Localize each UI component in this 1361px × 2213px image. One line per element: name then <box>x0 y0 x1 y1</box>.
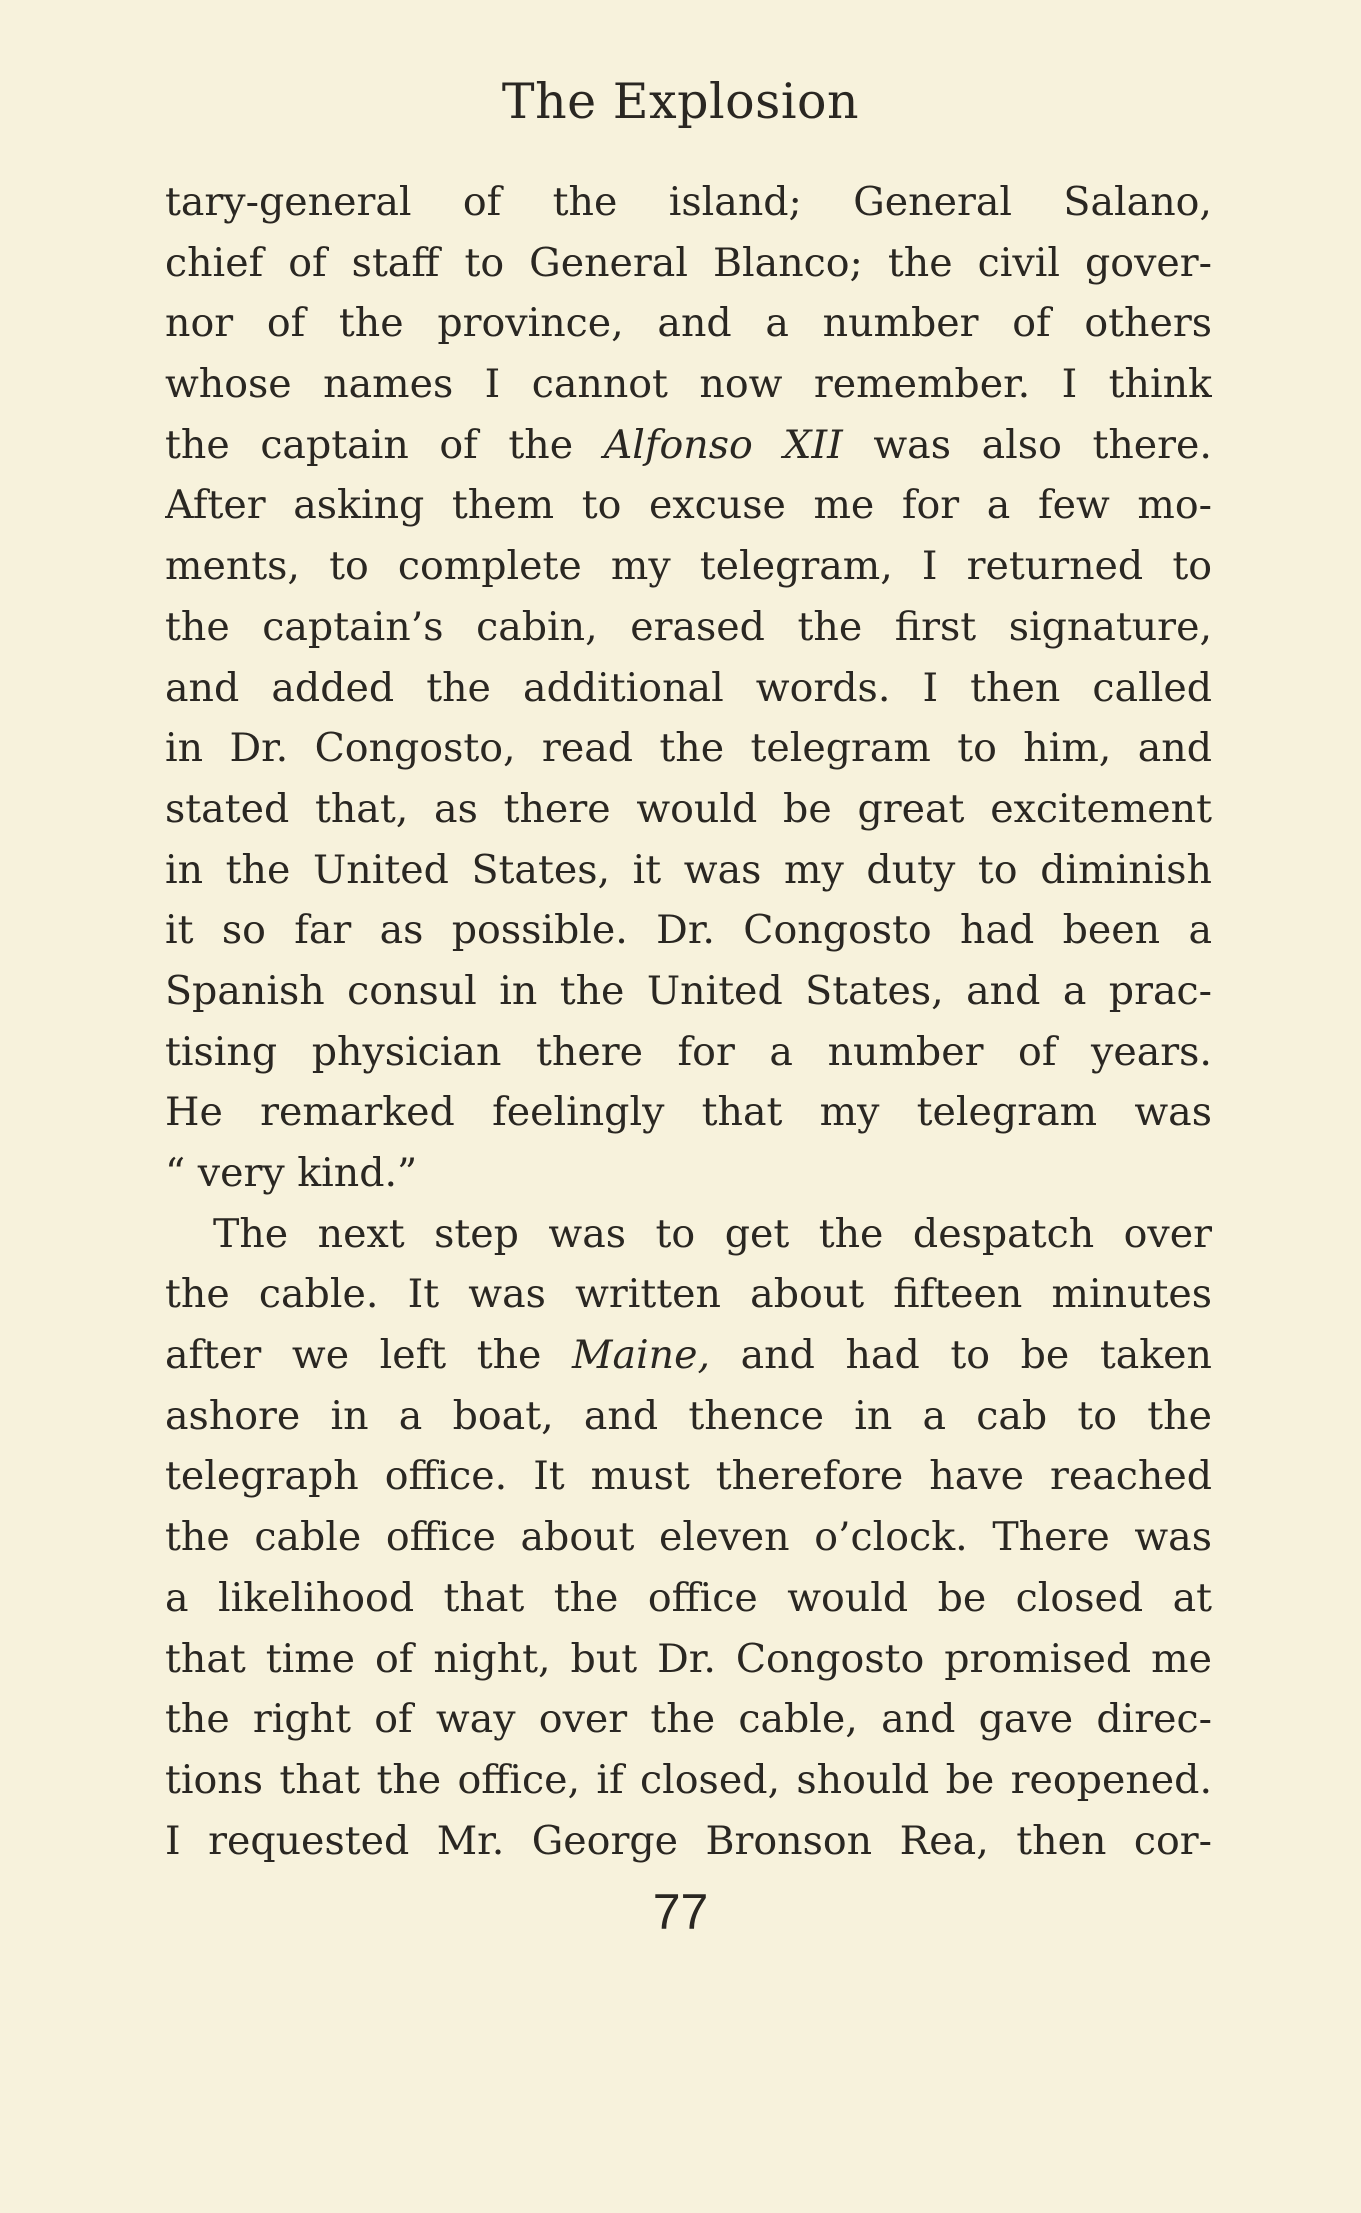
text-line-16: He remarked feelingly that my telegram was <box>165 1089 1212 1136</box>
text-line-4: whose names I cannot now remember. I think <box>165 361 1212 408</box>
text-line-14: Spanish consul in the United States, and a prac- <box>165 967 1212 1014</box>
page-number: 77 <box>652 1884 709 1940</box>
text-line-23: the cable office about eleven o’clock. There was <box>165 1514 1212 1561</box>
text-line-2: chief of staff to General Blanco; the civil gover- <box>165 239 1212 286</box>
text-line-13: it so far as possible. Dr. Congosto had been a <box>165 907 1212 954</box>
text-line-25: that time of night, but Dr. Congosto promised me <box>165 1635 1212 1682</box>
text-line-8: the captain’s cabin, erased the first signature, <box>165 603 1212 650</box>
text-line-20 <box>165 1325 1212 1386</box>
text-line-24: a likelihood that the office would be closed at <box>165 1574 1212 1621</box>
text-line-9: and added the additional words. I then called <box>165 664 1212 711</box>
text-line-3: nor of the province, and a number of others <box>165 300 1212 347</box>
text-line-11: stated that, as there would be great excitement <box>165 785 1212 832</box>
text-line-28: I requested Mr. George Bronson Rea, then cor- <box>165 1817 1212 1864</box>
text-line-26: the right of way over the cable, and gave direc- <box>165 1696 1212 1743</box>
text-line-18: The next step was to get the despatch over <box>213 1210 1212 1257</box>
text-line-7: ments, to complete my telegram, I returned to <box>165 543 1212 590</box>
text-line-21: ashore in a boat, and thence in a cab to the <box>165 1392 1212 1439</box>
ship-name-alfonso: Alfonso XII <box>603 421 843 468</box>
text-line-10: in Dr. Congosto, read the telegram to him, and <box>165 725 1212 772</box>
body-text <box>165 172 1212 1871</box>
running-title: The Explosion <box>501 73 860 130</box>
text-line-5 <box>165 415 1212 476</box>
text-line-17: “ very kind.” <box>165 1150 418 1196</box>
text-line-27: tions that the office, if closed, should be reopened. <box>165 1756 1212 1803</box>
ship-name-maine: Maine, <box>572 1332 711 1379</box>
text-line-15: tising physician there for a number of years. <box>165 1028 1212 1075</box>
text-line-19: the cable. It was written about fifteen minutes <box>165 1271 1212 1318</box>
text-line-5-start: the captain of the <box>165 421 604 468</box>
text-line-20-end: and had to be taken <box>710 1332 1212 1379</box>
text-line-22: telegraph office. It must therefore have reached <box>165 1453 1212 1500</box>
text-line-6: After asking them to excuse me for a few mo- <box>165 482 1212 529</box>
text-line-20-start: after we left the <box>165 1332 573 1379</box>
text-line-1: tary-general of the island; General Salano, <box>165 179 1212 225</box>
text-line-12: in the United States, it was my duty to diminish <box>165 846 1212 893</box>
text-line-5-end: was also there. <box>842 421 1212 468</box>
